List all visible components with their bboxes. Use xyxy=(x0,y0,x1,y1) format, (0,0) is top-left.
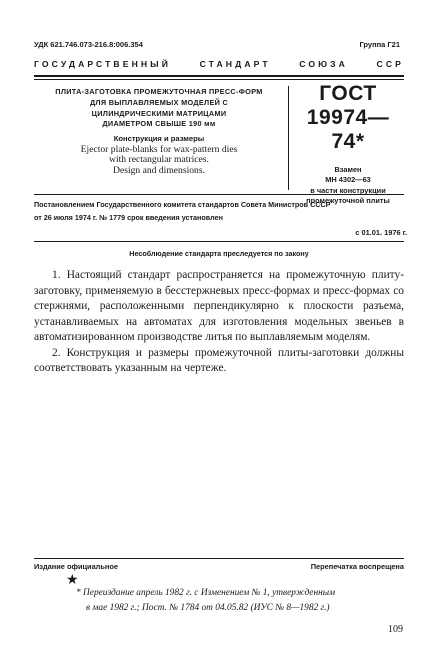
replaces-line: Взамен xyxy=(334,165,362,174)
footnote-line: в мае 1982 г.; Пост. № 1784 от 04.05.82 (ИУС № 8—1982 г.) xyxy=(86,603,330,613)
title-en-line: with rectangular matrices. xyxy=(109,154,209,166)
replaces-line: МН 4302—63 xyxy=(325,175,371,185)
subtitle-ru: Конструкция и размеры xyxy=(113,134,205,144)
title-bottom-rule xyxy=(34,194,404,195)
title-divider xyxy=(288,86,289,190)
replaces-line: в части конструкции xyxy=(310,185,386,195)
title-line: ДИАМЕТРОМ СВЫШЕ 190 мм xyxy=(102,119,216,129)
decree-rule xyxy=(34,241,404,242)
decree-block xyxy=(34,199,404,225)
group-code: Группа Г21 xyxy=(359,40,400,49)
header-rule-thick xyxy=(34,75,404,77)
reprint-notice: Перепечатка воспрещена xyxy=(310,562,404,571)
udk-code: УДК 621.746.073-216.8:006.354 xyxy=(34,40,143,49)
decree-line: от 26 июля 1974 г. № 1779 срок введения установлен xyxy=(34,212,223,222)
gost-number: 19974—74* xyxy=(306,106,390,153)
title-line: ДЛЯ ВЫПЛАВЛЯЕМЫХ МОДЕЛЕЙ С xyxy=(89,97,229,107)
replaces-line: промежуточной плиты xyxy=(306,195,390,205)
gost-label: ГОСТ xyxy=(319,82,377,105)
standard-banner: ГОСУДАРСТВЕННЫЙ СТАНДАРТ СОЮЗА ССР xyxy=(34,59,404,69)
header-rule-thin xyxy=(34,79,404,80)
footer-rule xyxy=(34,558,404,559)
header-row xyxy=(34,40,400,52)
official-edition: Издание официальное xyxy=(34,562,119,571)
title-en-line: Design and dimensions. xyxy=(113,164,205,176)
footnote-line: * Переиздание апрель 1982 г. с Изменением № 1, утвержденным xyxy=(76,588,336,598)
decree-date: с 01.01. 1976 г. xyxy=(355,228,407,237)
gost-block xyxy=(292,82,404,206)
footnote xyxy=(76,586,406,616)
paragraph-2: 2. Конструкция и размеры промежуточной плиты-заготовки должны соответствовать указанным на чертеже. xyxy=(34,346,404,374)
body-text xyxy=(34,268,404,377)
title-block xyxy=(34,87,284,176)
page-number: 109 xyxy=(388,624,403,635)
title-line: ЦИЛИНДРИЧЕСКИМИ МАТРИЦАМИ xyxy=(91,108,227,118)
decree-line: Постановлением Государственного комитета стандартов Совета Министров СССР xyxy=(34,200,331,209)
law-warning: Несоблюдение стандарта преследуется по закону xyxy=(129,249,309,258)
paragraph-1: 1. Настоящий стандарт распространяется на промежуточную плиту-заготовку, применяемую в бесстержневых пресс-формах и пресс-формах со стержнями, расположенными перпендикулярно к плоскости разъема, устанавливаемых на автоматах для изготовления модельных звеньев в автоматизированном производстве литья по выплавляемым моделям. xyxy=(34,269,404,343)
title-en-line: Ejector plate-blanks for wax-pattern dies xyxy=(80,144,238,156)
title-line: ПЛИТА-ЗАГОТОВКА ПРОМЕЖУТОЧНАЯ ПРЕСС-ФОРМ xyxy=(55,87,263,96)
star-icon: ★ xyxy=(66,571,79,587)
